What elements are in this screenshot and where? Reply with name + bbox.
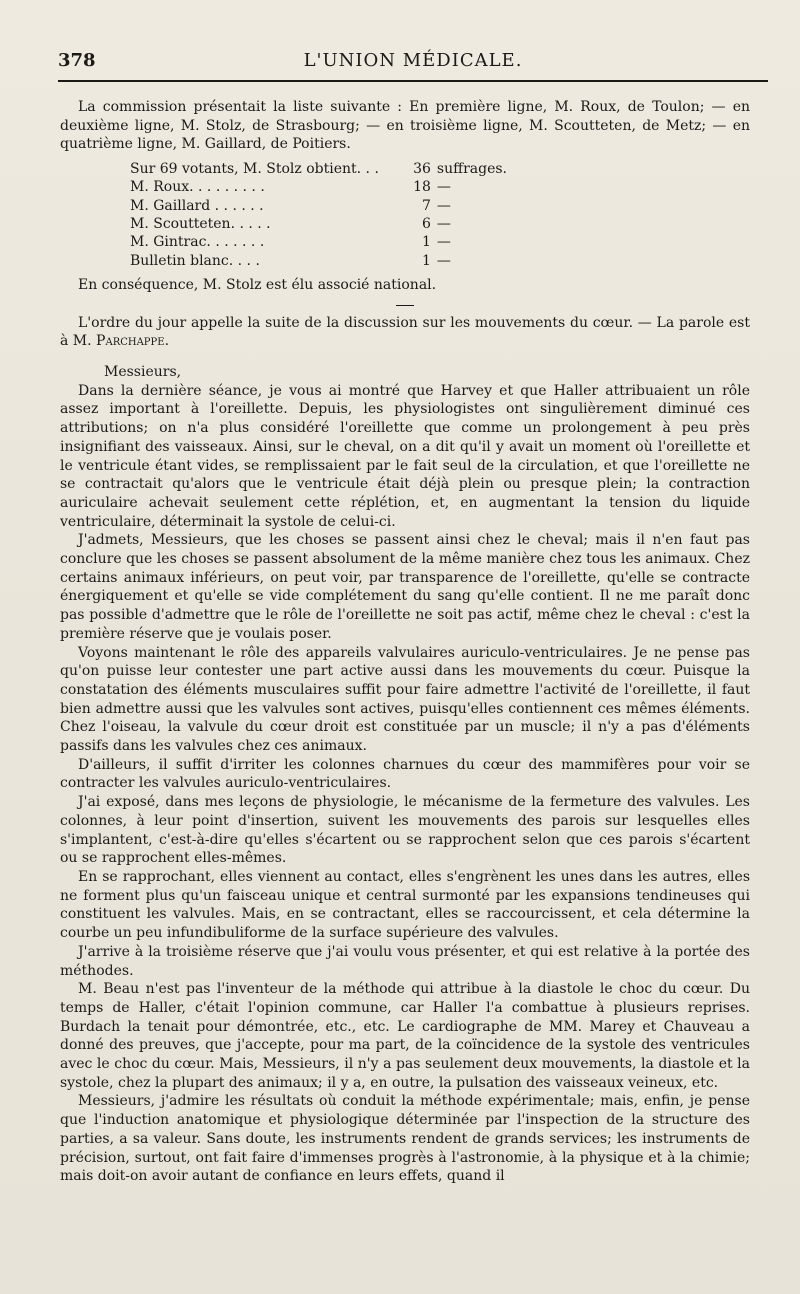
vote-count: 6 [422,216,431,232]
speech-paragraph: D'ailleurs, il suffit d'irriter les colonnes charnues du cœur des mammifères pour voir se contracter les valvules auriculo-ventriculaires. [60,756,750,792]
vote-suffix: — [436,216,451,232]
journal-title: L'UNION MÉDICALE. [303,50,523,71]
vote-row [130,215,513,233]
vote-label: M. Scoutteten. . . . . [130,216,271,232]
vote-count: 7 [422,197,431,214]
speech-paragraphs [60,382,750,1186]
header-rule [58,80,768,82]
running-header [58,50,768,76]
vote-suffix: — [436,197,451,214]
order-of-day-text: L'ordre du jour appelle la suite de la discussion sur les mouvements du cœur. — La parole est à M. [60,314,750,350]
vote-suffix: — [436,234,451,251]
vote-label: M. Gintrac. . . . . . . [130,234,265,251]
salutation: Messieurs, [104,364,182,380]
page-number: 378 [58,50,96,71]
vote-count: 1 [422,252,431,269]
vote-suffix: — [436,252,451,269]
speech-paragraph: En se rapprochant, elles viennent au contact, elles s'engrènent les unes dans les autres, elles ne forment plus qu'un faisceau unique et central surmonté par les expansions tendineuses qui constituent les valvules. Mais, en se contractant, elles se raccourcissent, et cela détermine la courbe un peu infundibuliforme de la surface supérieure des valvules. [60,868,750,942]
vote-suffix: suffrages. [436,161,507,178]
vote-row [130,178,513,196]
vote-label: Sur 69 votants, M. Stolz obtient. . . [130,161,379,178]
speech-paragraph: J'ai exposé, dans mes leçons de physiologie, le mécanisme de la fermeture des valvules. Les colonnes, à leur point d'insertion, suivent les mouvements des parois sur lesquelles elles s'implantent, c'est-à-dire qu'elles s'écartent ou se rapprochent selon que ces parois s'écartent ou se rapprochent elles-mêmes. [60,794,750,867]
speech-paragraph: Voyons maintenant le rôle des appareils valvulaires auriculo-ventriculaires. Je ne pense pas qu'on puisse leur contester une part active aussi dans les mouvements du cœur. Puisque la constatation des éléments musculaires suffit pour faire admettre l'activité de l'oreillette, il faut bien admettre aussi que les valvules sont actives, puisqu'elles contiennent ces mêmes éléments. Chez l'oiseau, la valvule du cœur droit est constituée par un muscle; il n'y a pas d'éléments passifs dans les valvules chez ces animaux. [60,644,750,755]
section-separator [396,305,414,306]
vote-count: 18 [413,179,431,196]
vote-row [130,160,513,178]
vote-count: 36 [413,161,431,178]
speech-paragraph: J'admets, Messieurs, que les choses se passent ainsi chez le cheval; mais il n'en faut pas conclure que les choses se passent absolument de la même manière chez tous les animaux. Chez certains animaux inférieurs, on peut voir, par transparence de l'oreillette, qu'elle se contracte énergiquement et qu'elle se vide complétement du sang qu'elle contient. Il ne me paraît donc pas possible d'admettre que le rôle de l'oreillette ne soit pas actif, même chez le cheval : c'est la première réserve que je voulais poser. [60,532,750,642]
article-body [60,98,750,1186]
order-of-day-paragraph [60,314,750,351]
speech-paragraph: Messieurs, j'admire les résultats où conduit la méthode expérimentale; mais, enfin, je pense que l'induction anatomique et physiologique déterminée par l'inspection de la structure des parties, a sa valeur. Sans doute, les instruments rendent de grands services; les instruments de précision, surtout, ont fait faire d'immenses progrès à l'astronomie, à la physique et à la chimie; mais doit-on avoir autant de confiance en leurs effets, quand il [60,1093,750,1185]
vote-count: 1 [422,234,431,251]
speech-paragraph: Dans la dernière séance, je vous ai montré que Harvey et que Haller attribuaient un rôle assez important à l'oreillette. Depuis, les physiologistes ont singulièrement diminué ces attributions; on n'a plus considéré l'oreillette que comme un prolongement à peu près insignifiant des vaisseaux. Ainsi, sur le cheval, on a dit qu'il y avait un moment où l'oreillette et le ventricule étant vides, se remplissaient par le fait seul de la circulation, et que l'oreillette ne se contractait qu'alors que le ventricule était déjà plein ou presque plein; la contraction auriculaire achevait seulement cette réplétion, et, en augmentant la tension du liquide ventriculaire, déterminait la systole de celui-ci. [60,382,750,530]
conclusion-paragraph: En conséquence, M. Stolz est élu associé national. [78,276,437,293]
vote-suffix: — [436,179,451,196]
vote-row [130,233,513,251]
vote-results-table [130,160,513,270]
vote-label: M. Gaillard . . . . . . [130,197,264,214]
speech-paragraph: J'arrive à la troisième réserve que j'ai voulu vous présenter, et qui est relative à la portée des méthodes. [60,943,750,979]
speech-paragraph: M. Beau n'est pas l'inventeur de la méthode qui attribue à la diastole le choc du cœur. Du temps de Haller, c'était l'opinion commune, car Haller l'a combattue à plusieurs reprises. Burdach la tenait pour démontrée, etc., etc. Le cardiographe de MM. Marey et Chauveau a donné des preuves, que j'accepte, pour ma part, de la coïncidence de la systole des ventricules avec le choc du cœur. Mais, Messieurs, il n'y a pas seulement deux mouvements, la diastole et la systole, chez la plupart des animaux; il y a, en outre, la pulsation des vaisseaux veineux, etc. [60,981,750,1091]
vote-row [130,197,513,215]
vote-label: M. Roux. . . . . . . . . [130,179,265,196]
intro-paragraph: La commission présentait la liste suivante : En première ligne, M. Roux, de Toulon; — en deuxième ligne, M. Stolz, de Strasbourg; — en troisième ligne, M. Scoutteten, de Metz; — en quatrième ligne, M. Gaillard, de Poitiers. [60,99,750,153]
vote-row [130,252,513,270]
speaker-name: Parchappe. [96,333,170,350]
vote-label: Bulletin blanc. . . . [130,252,260,269]
